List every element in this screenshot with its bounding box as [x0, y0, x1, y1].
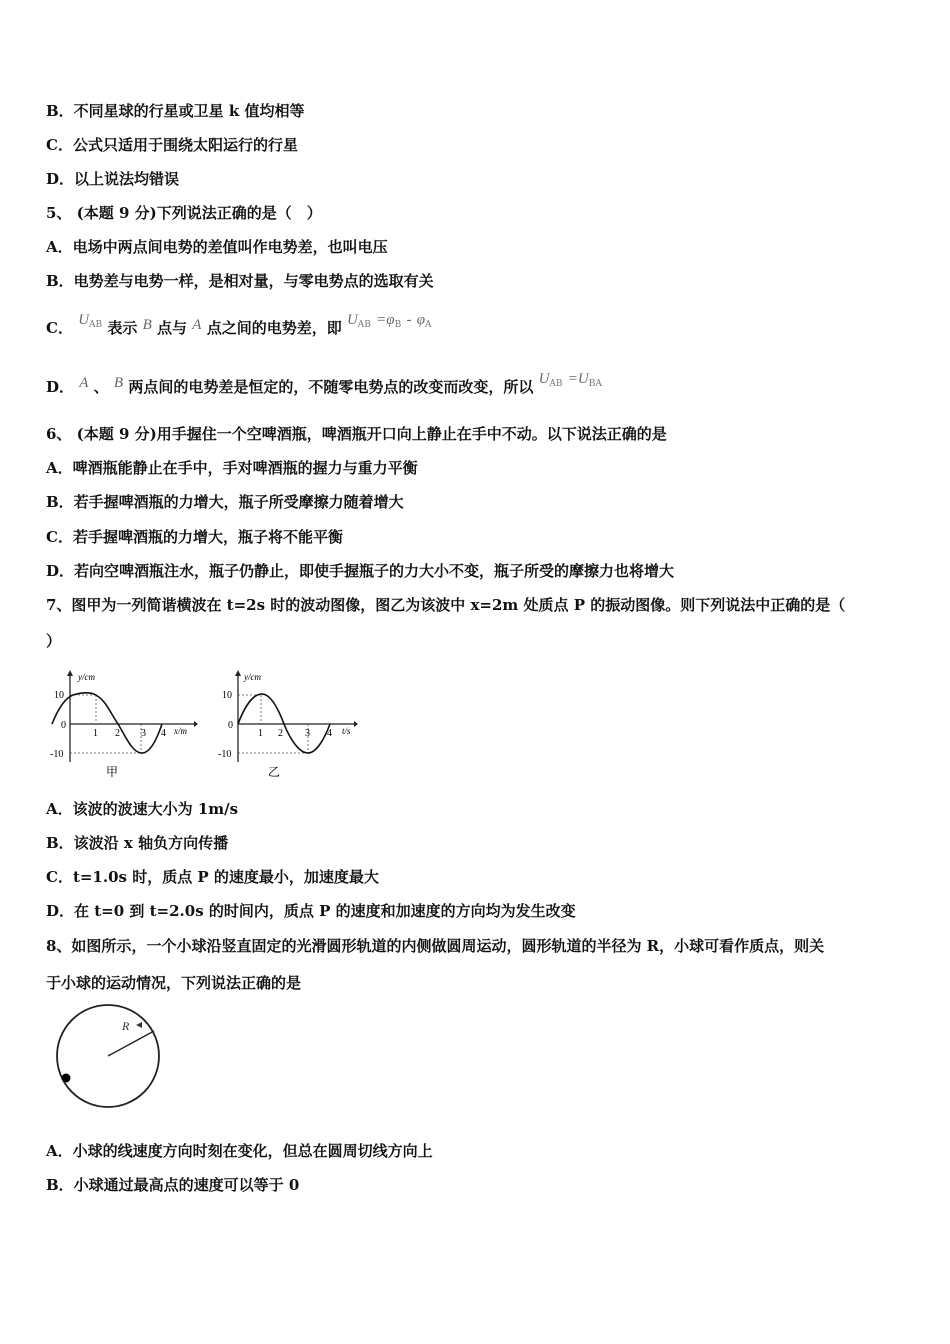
formula-u-ab: $U_{AB}$ — [78, 312, 103, 330]
tick-t-3: 3 — [305, 728, 310, 739]
formula-u-ab-equals-phi-diff: $U_{AB} =\varphi_B - \varphi_A$ — [346, 312, 432, 330]
radius-line — [108, 1031, 154, 1056]
vibration-graph-yi — [214, 668, 364, 780]
q8-option-b: B．小球通过最高点的速度可以等于 0 — [46, 1176, 300, 1194]
q7-option-b: B．该波沿 x 轴负方向传播 — [46, 834, 229, 852]
tick-y-neg10: -10 — [218, 749, 232, 760]
q6-option-d: D．若向空啤酒瓶注水，瓶子仍静止，即使手握瓶子的力大小不变，瓶子所受的摩擦力也将增大 — [46, 562, 675, 580]
q4-option-b: B．不同星球的行星或卫星 k 值均相等 — [46, 102, 305, 120]
tick-y-0: 0 — [228, 720, 233, 731]
q5-option-d: D． A 、 B 两点间的电势差是恒定的，不随零电势点的改变而改变，所以 $U_{AB} =U_{BA}$ — [46, 371, 602, 396]
q7-option-a: A．该波的波速大小为 1m/s — [46, 800, 239, 818]
tick-t-1: 1 — [258, 728, 263, 739]
q4-option-d: D．以上说法均错误 — [46, 170, 180, 188]
wave-curve — [52, 693, 162, 753]
q4-option-c: C．公式只适用于围绕太阳运行的行星 — [46, 136, 298, 154]
q8-option-a: A．小球的线速度方向时刻在变化，但总在圆周切线方向上 — [46, 1142, 433, 1160]
tick-x-2: 2 — [115, 728, 120, 739]
q5-option-b: B．电势差与电势一样，是相对量，与零电势点的选取有关 — [46, 272, 434, 290]
tick-t-4: 4 — [327, 728, 332, 739]
wave-graph-jia — [48, 668, 198, 780]
tick-t-2: 2 — [278, 728, 283, 739]
q7-option-d: D．在 t=0 到 t=2.0s 的时间内，质点 P 的速度和加速度的方向均为发生改变 — [46, 902, 576, 920]
tick-y-0: 0 — [61, 720, 66, 731]
graph-caption-yi: 乙 — [268, 765, 281, 779]
q5-option-c: C． $U_{AB}$ 表示 B 点与 A 点之间的电势差，即 $U_{AB} =\varphi_B - \varphi_A$ — [46, 312, 432, 337]
q6-stem: 6、 (本题 9 分)用手握住一个空啤酒瓶，啤酒瓶开口向上静止在手中不动。以下说法正确的是 — [46, 425, 667, 443]
tick-y-neg10: -10 — [50, 749, 64, 760]
circular-track-diagram — [50, 1000, 168, 1114]
y-axis-label: y/cm — [244, 672, 261, 682]
t-axis-label: t/s — [342, 726, 351, 736]
y-axis-label: y/cm — [78, 672, 95, 682]
graph-caption-jia: 甲 — [106, 765, 119, 779]
q8-stem-cont: 于小球的运动情况，下列说法正确的是 — [46, 974, 302, 992]
q7-option-c: C．t=1.0s 时，质点 P 的速度最小，加速度最大 — [46, 868, 379, 886]
x-axis-label: x/m — [174, 726, 187, 736]
q6-option-c: C．若手握啤酒瓶的力增大，瓶子将不能平衡 — [46, 528, 343, 546]
q8-stem: 8、如图所示，一个小球沿竖直固定的光滑圆形轨道的内侧做圆周运动，圆形轨道的半径为 R，小球可看作质点，则关 — [46, 937, 825, 955]
radius-label: R — [122, 1019, 130, 1033]
q6-option-a: A．啤酒瓶能静止在手中，手对啤酒瓶的握力与重力平衡 — [46, 459, 418, 477]
q7-stem: 7、图甲为一列简谐横波在 t=2s 时的波动图像，图乙为该波中 x=2m 处质点 P 的振动图像。则下列说法中正确的是（ — [46, 596, 846, 614]
formula-u-ab-equals-u-ba: $U_{AB} =U_{BA}$ — [538, 371, 602, 389]
tick-y-10: 10 — [222, 690, 232, 701]
q5-option-c-prefix: C． — [46, 319, 73, 337]
q5-option-a: A．电场中两点间电势的差值叫作电势差，也叫电压 — [46, 238, 388, 256]
radius-arrow — [136, 1022, 142, 1028]
q5-stem: 5、 (本题 9 分)下列说法正确的是（ ） — [46, 204, 322, 222]
tick-x-3: 3 — [141, 728, 146, 739]
tick-y-10: 10 — [54, 690, 64, 701]
q7-stem-end: ） — [46, 632, 62, 650]
q6-option-b: B．若手握啤酒瓶的力增大，瓶子所受摩擦力随着增大 — [46, 493, 404, 511]
tick-x-4: 4 — [161, 728, 166, 739]
ball — [62, 1074, 71, 1083]
tick-x-1: 1 — [93, 728, 98, 739]
